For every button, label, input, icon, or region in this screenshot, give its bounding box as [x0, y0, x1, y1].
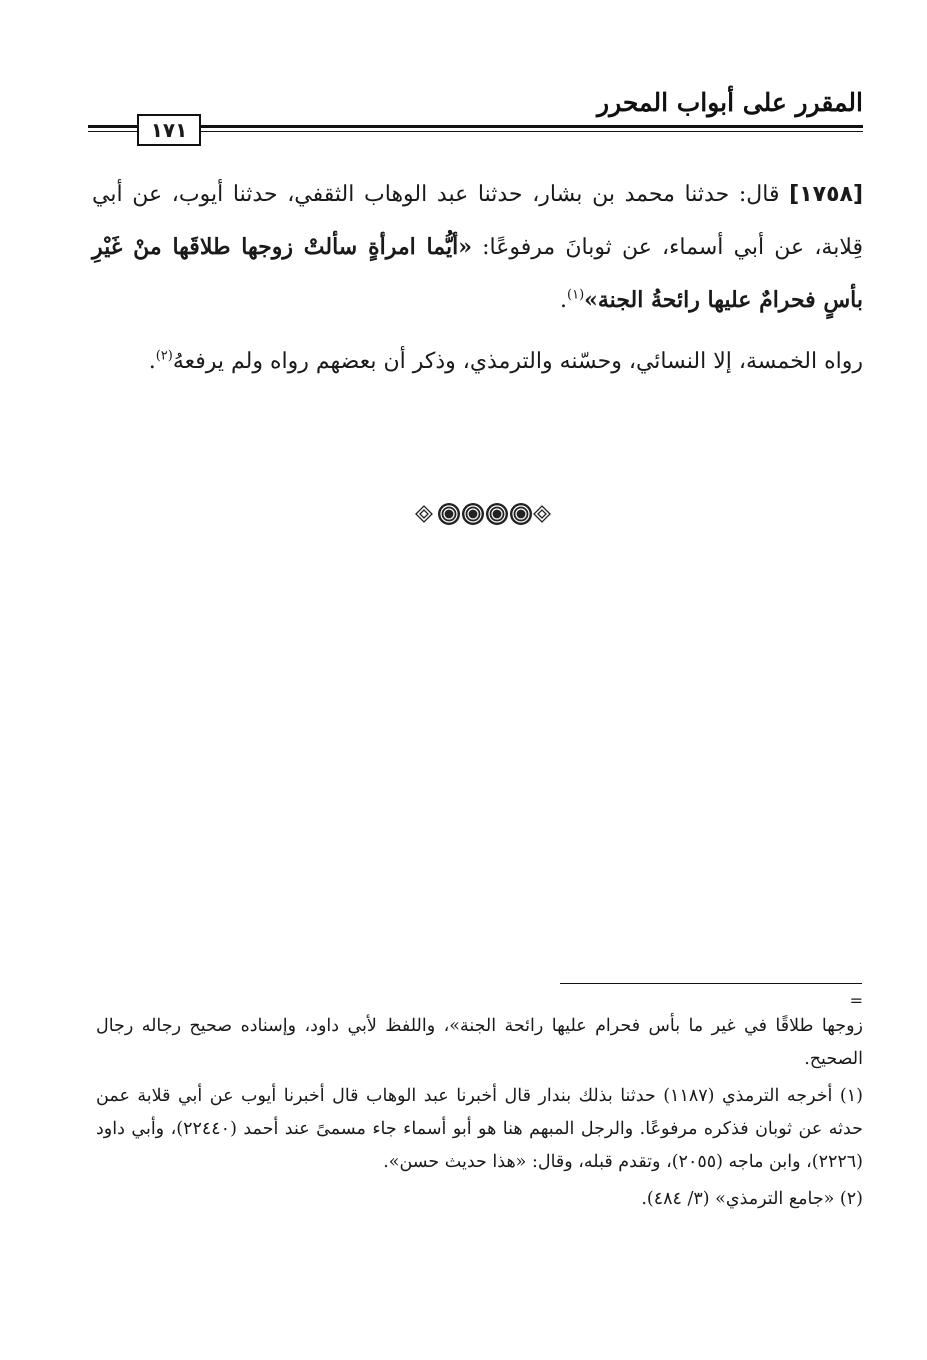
footnote-2: (٢) «جامع الترمذي» (٣/ ٤٨٤). [641, 1189, 863, 1209]
running-title: المقرر على أبواب المحرر [597, 88, 863, 117]
hadith-paragraph: [١٧٥٨] قال: حدثنا محمد بن بشار، حدثنا عبد الوهاب الثقفي، حدثنا أيوب، عن أبي قِلابة، عن أبي أسماء، عن ثوبانَ مرفوعًا: «أيُّما امرأةٍ سألتْ زوجها طلاقَها منْ غَيْرِ بأسٍ فحرامٌ عليها رائحةُ الجنة»$^{(١)}$. [92, 182, 863, 313]
hadith-number: [١٧٥٨] [789, 182, 863, 207]
footnote-ref-2: (٢) [155, 348, 173, 364]
footnote-continuation: زوجها طلاقًا في غير ما بأس فحرام عليها رائحة الجنة»، واللفظ لأبي داود، وإسناده صحيح رجاله رجال الصحيح. [96, 1016, 863, 1069]
page-number: ١٧١ [137, 114, 201, 146]
hadith-quote: «أيُّما امرأةٍ سألتْ زوجها طلاقَها منْ غَيْرِ بأسٍ فحرامٌ عليها رائحةُ الجنة» [92, 234, 863, 313]
footnotes [96, 992, 863, 1216]
ornament-divider [414, 500, 552, 528]
main-text [92, 168, 863, 388]
takhrij-text: رواه الخمسة، إلا النسائي، وحسّنه والترمذي، وذكر أن بعضهم رواه ولم يرفعهُ [172, 349, 863, 374]
footnote-ref-1: (١) [567, 287, 585, 303]
header-rule-thick [88, 125, 863, 128]
hadith-chain: قال: حدثنا محمد بن بشار، حدثنا عبد الوهاب الثقفي، حدثنا أيوب، عن أبي قِلابة، عن أبي أسماء، عن ثوبانَ مرفوعًا: [92, 182, 863, 260]
takhrij-paragraph: رواه الخمسة، إلا النسائي، وحسّنه والترمذي، وذكر أن بعضهم رواه ولم يرفعهُ$^{(٢)}$. [148, 348, 863, 374]
continuation-mark: = [849, 991, 863, 1010]
footnote-1: (١) أخرجه الترمذي (١١٨٧) حدثنا بذلك بندار قال أخبرنا عبد الوهاب قال أخبرنا أيوب عن أبي قلابة عمن حدثه عن ثوبان فذكره مرفوعًا. والرجل المبهم هنا هو أبو أسماء جاء مسمىً عند أحمد (٢٢٤٤٠)، وأبي داود (٢٢٢٦)، وابن ماجه (٢٠٥٥)، وتقدم قبله، وقال: «هذا حديث حسن». [96, 1086, 863, 1172]
footnote-separator [560, 983, 862, 984]
header-rule-thin [88, 131, 863, 132]
